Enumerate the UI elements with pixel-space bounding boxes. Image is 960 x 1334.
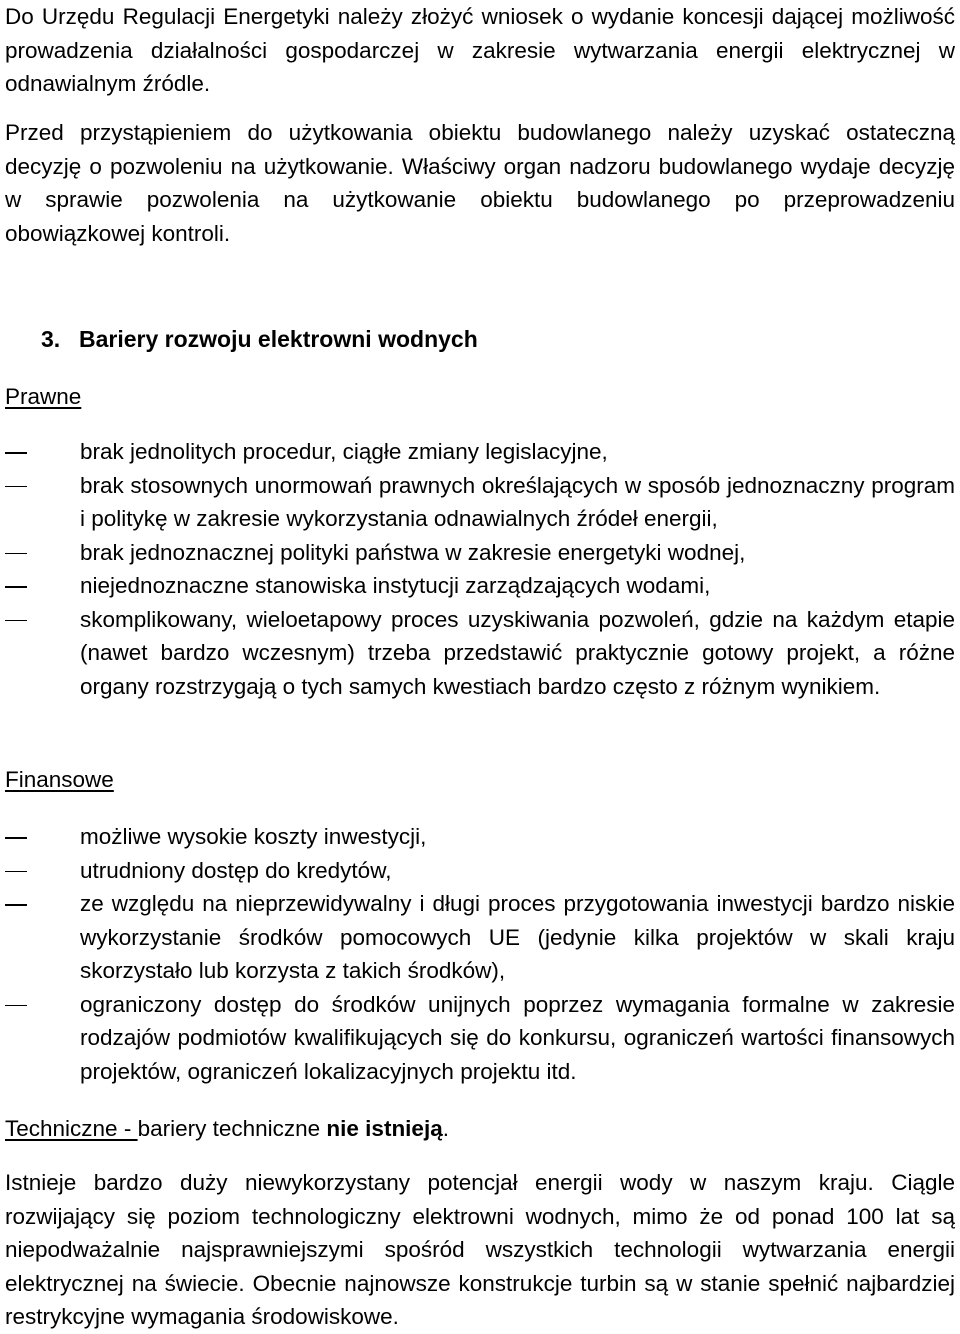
list-item: skomplikowany, wieloetapowy proces uzyskiwania pozwoleń, gdzie na każdym etapie (nawet bardzo wczesnym) trzeba przedstawić praktycznie gotowy projekt, a różne organy rozstrzygają o tych samych kwestiach bardzo często z różnym wynikiem.: [80, 606, 955, 699]
section-heading: [41, 323, 478, 357]
financial-barriers-list: [5, 820, 955, 1088]
list-item: możliwe wysokie koszty inwestycji,: [80, 824, 427, 849]
list-item: ze względu na nieprzewidywalny i długi proces przygotowania inwestycji bardzo niskie wykorzystanie środków pomocowych UE (jedynie kilka projektów w skali kraju skorzystało lub korzysta z takich środków),: [80, 891, 955, 983]
technical-text: bariery techniczne: [137, 1116, 327, 1141]
list-item: utrudniony dostęp do kredytów,: [80, 857, 392, 883]
list-item: ograniczony dostęp do środków unijnych poprzez wymagania formalne w zakresie rodzajów podmiotów kwalifikujących się do konkursu, ograniczeń wartości finansowych projektów, ograniczeń lokalizacyjnych projektu itd.: [80, 991, 955, 1084]
potential-paragraph: Istnieje bardzo duży niewykorzystany potencjał energii wody w naszym kraju. Ciągle rozwijający się poziom technologiczny elektrowni wodnych, mimo że od ponad 100 lat są niepodważalnie najsprawniejszymi spośród wszystkich technologii wytwarzania energii elektrycznej na świecie. Obecnie najnowsze konstrukcje turbin są w stanie spełnić najbardziej restrykcyjne wymagania środowiskowe.: [5, 1170, 955, 1329]
legal-barriers-label: Prawne: [5, 384, 82, 409]
technical-barriers-label: Techniczne -: [5, 1116, 138, 1141]
financial-barriers-label: Finansowe: [5, 767, 114, 792]
section-title: Bariery rozwoju elektrowni wodnych: [79, 326, 478, 352]
intro-paragraph: Do Urzędu Regulacji Energetyki należy złożyć wniosek o wydanie koncesji dającej możliwość prowadzenia działalności gospodarczej w zakresie wytwarzania energii elektrycznej w odnawialnym źródle.: [5, 4, 955, 96]
list-item: brak jednoznacznej polityki państwa w zakresie energetyki wodnej,: [80, 539, 746, 565]
technical-period: .: [442, 1116, 449, 1141]
section-number: 3.: [41, 326, 61, 352]
legal-barriers-list: [5, 435, 955, 703]
list-item: brak jednolitych procedur, ciągłe zmiany legislacyjne,: [80, 439, 608, 464]
permit-paragraph: Przed przystąpieniem do użytkowania obiektu budowlanego należy uzyskać ostateczną decyzję o pozwoleniu na użytkowanie. Właściwy organ nadzoru budowlanego wydaje decyzję w sprawie pozwolenia na użytkowanie obiektu budowlanego po przeprowadzeniu obowiązkowej kontroli.: [5, 120, 955, 246]
list-item: brak stosownych unormowań prawnych określających w sposób jednoznaczny program i politykę w zakresie wykorzystania odnawialnych źródeł energii,: [80, 472, 955, 531]
list-item: niejednoznaczne stanowiska instytucji zarządzających wodami,: [80, 573, 711, 598]
technical-emphasis: nie istnieją: [326, 1116, 443, 1141]
technical-barriers-line: [5, 1112, 449, 1146]
